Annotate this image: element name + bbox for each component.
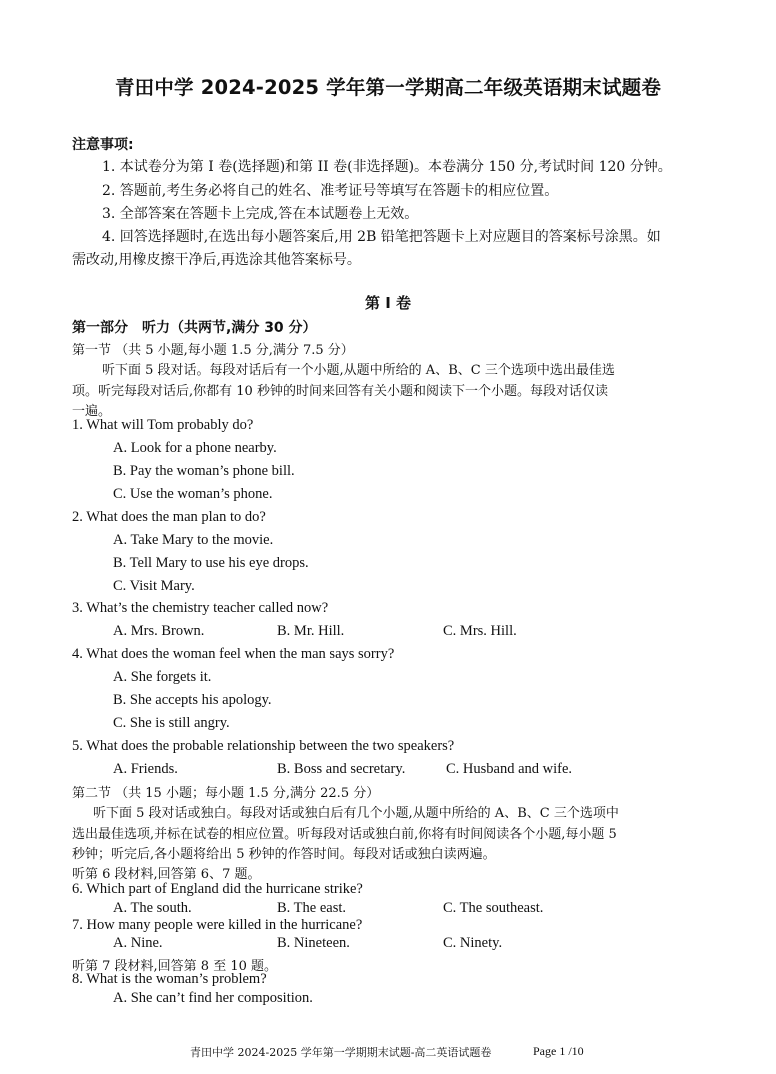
notice-item: 3. 全部答案在答题卡上完成,答在本试题卷上无效。 <box>102 206 419 222</box>
page-number: Page 1 /10 <box>533 1044 584 1058</box>
notice-item: 1. 本试卷分为第 I 卷(选择题)和第 II 卷(非选择题)。本卷满分 150 分,考试时间 120 分钟。 <box>102 159 672 175</box>
section2-instruction: 听下面 5 段对话或独白。每段对话或独白后有几个小题,从题中所给的 A、B、C 三个选项中 <box>93 806 619 821</box>
material-heading: 听第 6 段材料,回答第 6、7 题。 <box>72 867 261 882</box>
question-text: 7. How many people were killed in the hurricane? <box>72 917 363 933</box>
option-b: B. The east. <box>277 900 346 916</box>
question-text: 4. What does the woman feel when the man says sorry? <box>72 646 395 662</box>
option-a: A. The south. <box>113 900 192 916</box>
section2-heading: 第二节 （共 15 小题；每小题 1.5 分,满分 22.5 分） <box>72 786 380 801</box>
option-c: C. The southeast. <box>443 900 544 916</box>
option-b: B. Tell Mary to use his eye drops. <box>113 555 309 571</box>
option-c: C. She is still angry. <box>113 715 230 731</box>
option-a: A. She forgets it. <box>113 669 212 685</box>
option-c: C. Mrs. Hill. <box>443 623 517 639</box>
question-text: 3. What’s the chemistry teacher called now? <box>72 600 329 616</box>
notice-heading: 注意事项: <box>72 137 134 153</box>
section1-instruction: 项。听完每段对话后,你都有 10 秒钟的时间来回答有关小题和阅读下一个小题。每段对话仅读 <box>72 384 608 399</box>
option-a: A. Look for a phone nearby. <box>113 440 277 456</box>
option-c: C. Use the woman’s phone. <box>113 486 273 502</box>
option-b: B. Nineteen. <box>277 935 350 951</box>
option-c: C. Husband and wife. <box>446 761 573 777</box>
option-c: C. Ninety. <box>443 935 503 951</box>
question-text: 6. Which part of England did the hurricane strike? <box>72 881 363 897</box>
question-text: 5. What does the probable relationship between the two speakers? <box>72 738 455 754</box>
notice-item: 2. 答题前,考生务必将自己的姓名、准考证号等填写在答题卡的相应位置。 <box>102 183 559 199</box>
question-text: 2. What does the man plan to do? <box>72 509 266 525</box>
section2-instruction: 选出最佳选项,并标在试卷的相应位置。听每段对话或独白前,你将有时间阅读各个小题,每小题 5 <box>72 827 617 842</box>
notice-item: 需改动,用橡皮擦干净后,再选涂其他答案标号。 <box>72 252 361 268</box>
volume-heading: 第 I 卷 <box>364 294 412 312</box>
section1-instruction: 一遍。 <box>72 404 112 419</box>
option-c: C. Visit Mary. <box>113 578 195 594</box>
notice-item: 4. 回答选择题时,在选出每小题答案后,用 2B 铅笔把答题卡上对应题目的答案标号涂黑。如 <box>102 229 661 245</box>
option-a: A. Nine. <box>113 935 163 951</box>
option-b: B. Boss and secretary. <box>277 761 406 777</box>
option-a: A. Friends. <box>113 761 178 777</box>
section1-instruction: 听下面 5 段对话。每段对话后有一个小题,从题中所给的 A、B、C 三个选项中选出最佳选 <box>102 363 615 378</box>
option-b: B. Pay the woman’s phone bill. <box>113 463 295 479</box>
exam-title: 青田中学 2024-2025 学年第一学期高二年级英语期末试题卷 <box>114 76 662 99</box>
option-a: A. She can’t find her composition. <box>113 990 313 1006</box>
section1-heading: 第一节 （共 5 小题,每小题 1.5 分,满分 7.5 分） <box>72 343 354 358</box>
option-a: A. Take Mary to the movie. <box>113 532 274 548</box>
question-text: 8. What is the woman’s problem? <box>72 971 267 987</box>
option-b: B. She accepts his apology. <box>113 692 272 708</box>
material-heading: 听第 7 段材料,回答第 8 至 10 题。 <box>72 959 278 974</box>
option-a: A. Mrs. Brown. <box>113 623 205 639</box>
option-b: B. Mr. Hill. <box>277 623 345 639</box>
section2-instruction: 秒钟；听完后,各小题将给出 5 秒钟的作答时间。每段对话或独白读两遍。 <box>72 847 496 862</box>
part1-heading: 第一部分 听力（共两节,满分 30 分） <box>72 320 317 336</box>
question-text: 1. What will Tom probably do? <box>72 417 254 433</box>
footer-text: 青田中学 2024-2025 学年第一学期期末试题-高二英语试题卷 <box>190 1046 492 1059</box>
